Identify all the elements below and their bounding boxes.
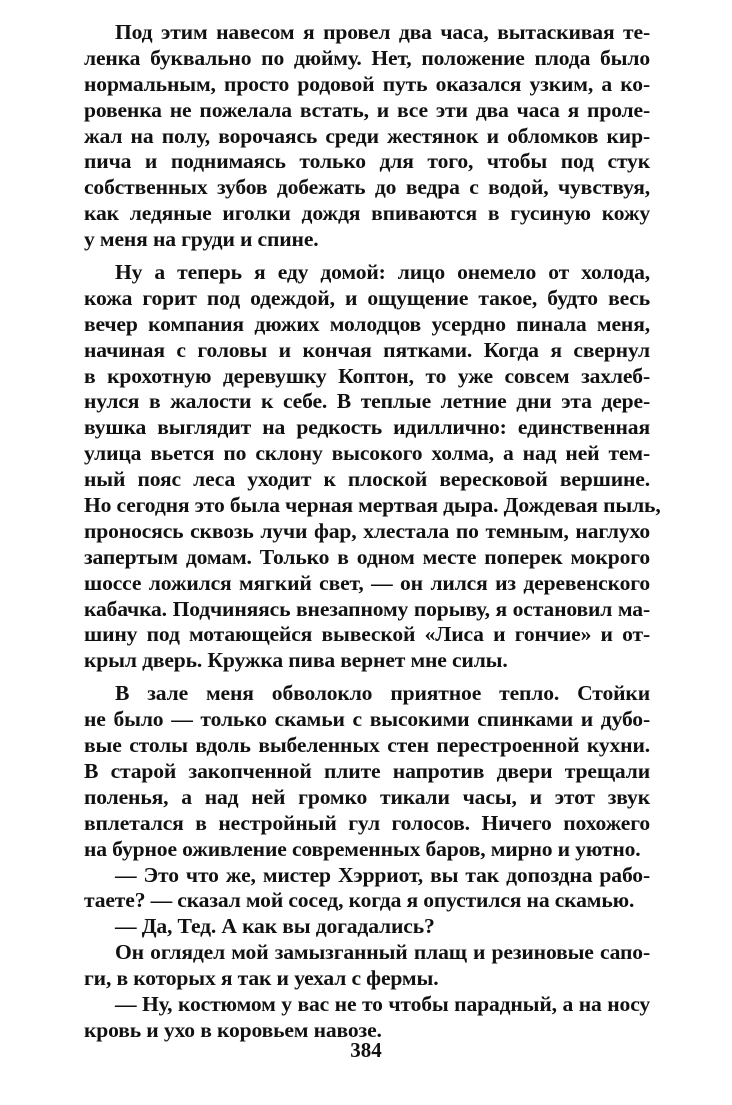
text-line: ги, в которых я так и уехал с фермы.	[84, 966, 439, 991]
text-line: собственных зубов добежать до ведра с водой, чувствуя,	[84, 175, 650, 200]
text-line: у меня на груди и спине.	[84, 227, 319, 252]
text-line: нормальным, просто родовой путь оказался узким, а ко-	[84, 71, 650, 96]
text-line: — Ну, костюмом у вас не то чтобы парадный, а на носу	[115, 991, 650, 1016]
text-line: таете? — сказал мой сосед, когда я опустился на скамью.	[84, 888, 635, 913]
text-line: — Да, Тед. А как вы догадались?	[115, 914, 435, 939]
page-number: 384	[350, 1038, 382, 1062]
text-line: ленка буквально по дюйму. Нет, положение плода было	[84, 45, 650, 70]
paragraph-4	[84, 863, 650, 915]
paragraph-1	[84, 20, 650, 253]
paragraph-2	[84, 260, 661, 674]
paragraph-7	[84, 992, 650, 1044]
text-line: не было — только скамьи с высокими спинками и дубо-	[84, 707, 650, 732]
text-line: вушка выглядит на редкость идиллично: единственная	[84, 415, 650, 440]
text-line: поленья, а над ней громко тикали часы, и этот звук	[84, 784, 650, 809]
paragraph-5	[84, 914, 650, 940]
text-line: нулся в жалости к себе. В теплые летние дни эта дере-	[84, 389, 650, 414]
text-line: — Это что же, мистер Хэрриот, вы так допоздна рабо-	[115, 862, 650, 887]
text-line: Ну а теперь я еду домой: лицо онемело от холода,	[115, 260, 650, 285]
paragraph-6	[84, 940, 650, 992]
text-line: начиная с головы и кончая пятками. Когда я свернул	[84, 337, 650, 362]
text-line: как ледяные иголки дождя впиваются в гусиную кожу	[84, 201, 650, 226]
text-line: кожа горит под одеждой, и ощущение такое, будто весь	[84, 285, 650, 310]
text-line: проносясь сквозь лучи фар, хлестала по темным, наглухо	[84, 518, 650, 543]
text-line: жал на полу, ворочаясь среди жестянок и обломков кир-	[84, 123, 650, 148]
text-line: вечер компания дюжих молодцов усердно пинала меня,	[84, 311, 650, 336]
text-line: вплетался в нестройный гул голосов. Ничего похожего	[84, 810, 650, 835]
page-body	[84, 20, 661, 1044]
text-line: на бурное оживление современных баров, мирно и уютно.	[84, 836, 641, 861]
text-line: Но сегодня это была черная мертвая дыра. Дождевая пыль,	[84, 493, 661, 518]
text-line: В старой закопченной плите напротив двери трещали	[84, 758, 650, 783]
text-line: ный пояс леса уходит к плоской вересковой вершине.	[84, 467, 650, 492]
text-line: кабачка. Подчиняясь внезапному порыву, я остановил ма-	[84, 596, 650, 621]
text-line: в крохотную деревушку Коптон, то уже совсем захлеб-	[84, 363, 650, 388]
text-line: пича и поднимаясь только для того, чтобы под стук	[84, 149, 650, 174]
text-line: ровенка не пожелала встать, и все эти два часа я проле-	[84, 97, 650, 122]
text-line: Он оглядел мой замызганный плащ и резиновые сапо-	[115, 940, 650, 965]
text-line: шоссе ложился мягкий свет, — он лился из деревенского	[84, 570, 650, 595]
text-line: улица вьется по склону высокого холма, а над ней тем-	[84, 441, 650, 466]
text-line: вые столы вдоль выбеленных стен перестроенной кухни.	[84, 733, 650, 758]
text-line: шину под мотающейся вывеской «Лиса и гончие» и от-	[84, 622, 650, 647]
paragraph-3	[84, 681, 650, 862]
text-line: кровь и ухо в коровьем навозе.	[84, 1017, 382, 1042]
text-line: запертым домам. Только в одном месте поперек мокрого	[84, 544, 650, 569]
text-line: Под этим навесом я провел два часа, вытаскивая те-	[115, 20, 650, 44]
text-line: крыл дверь. Кружка пива вернет мне силы.	[84, 648, 508, 673]
text-line: В зале меня обволокло приятное тепло. Стойки	[115, 681, 650, 706]
